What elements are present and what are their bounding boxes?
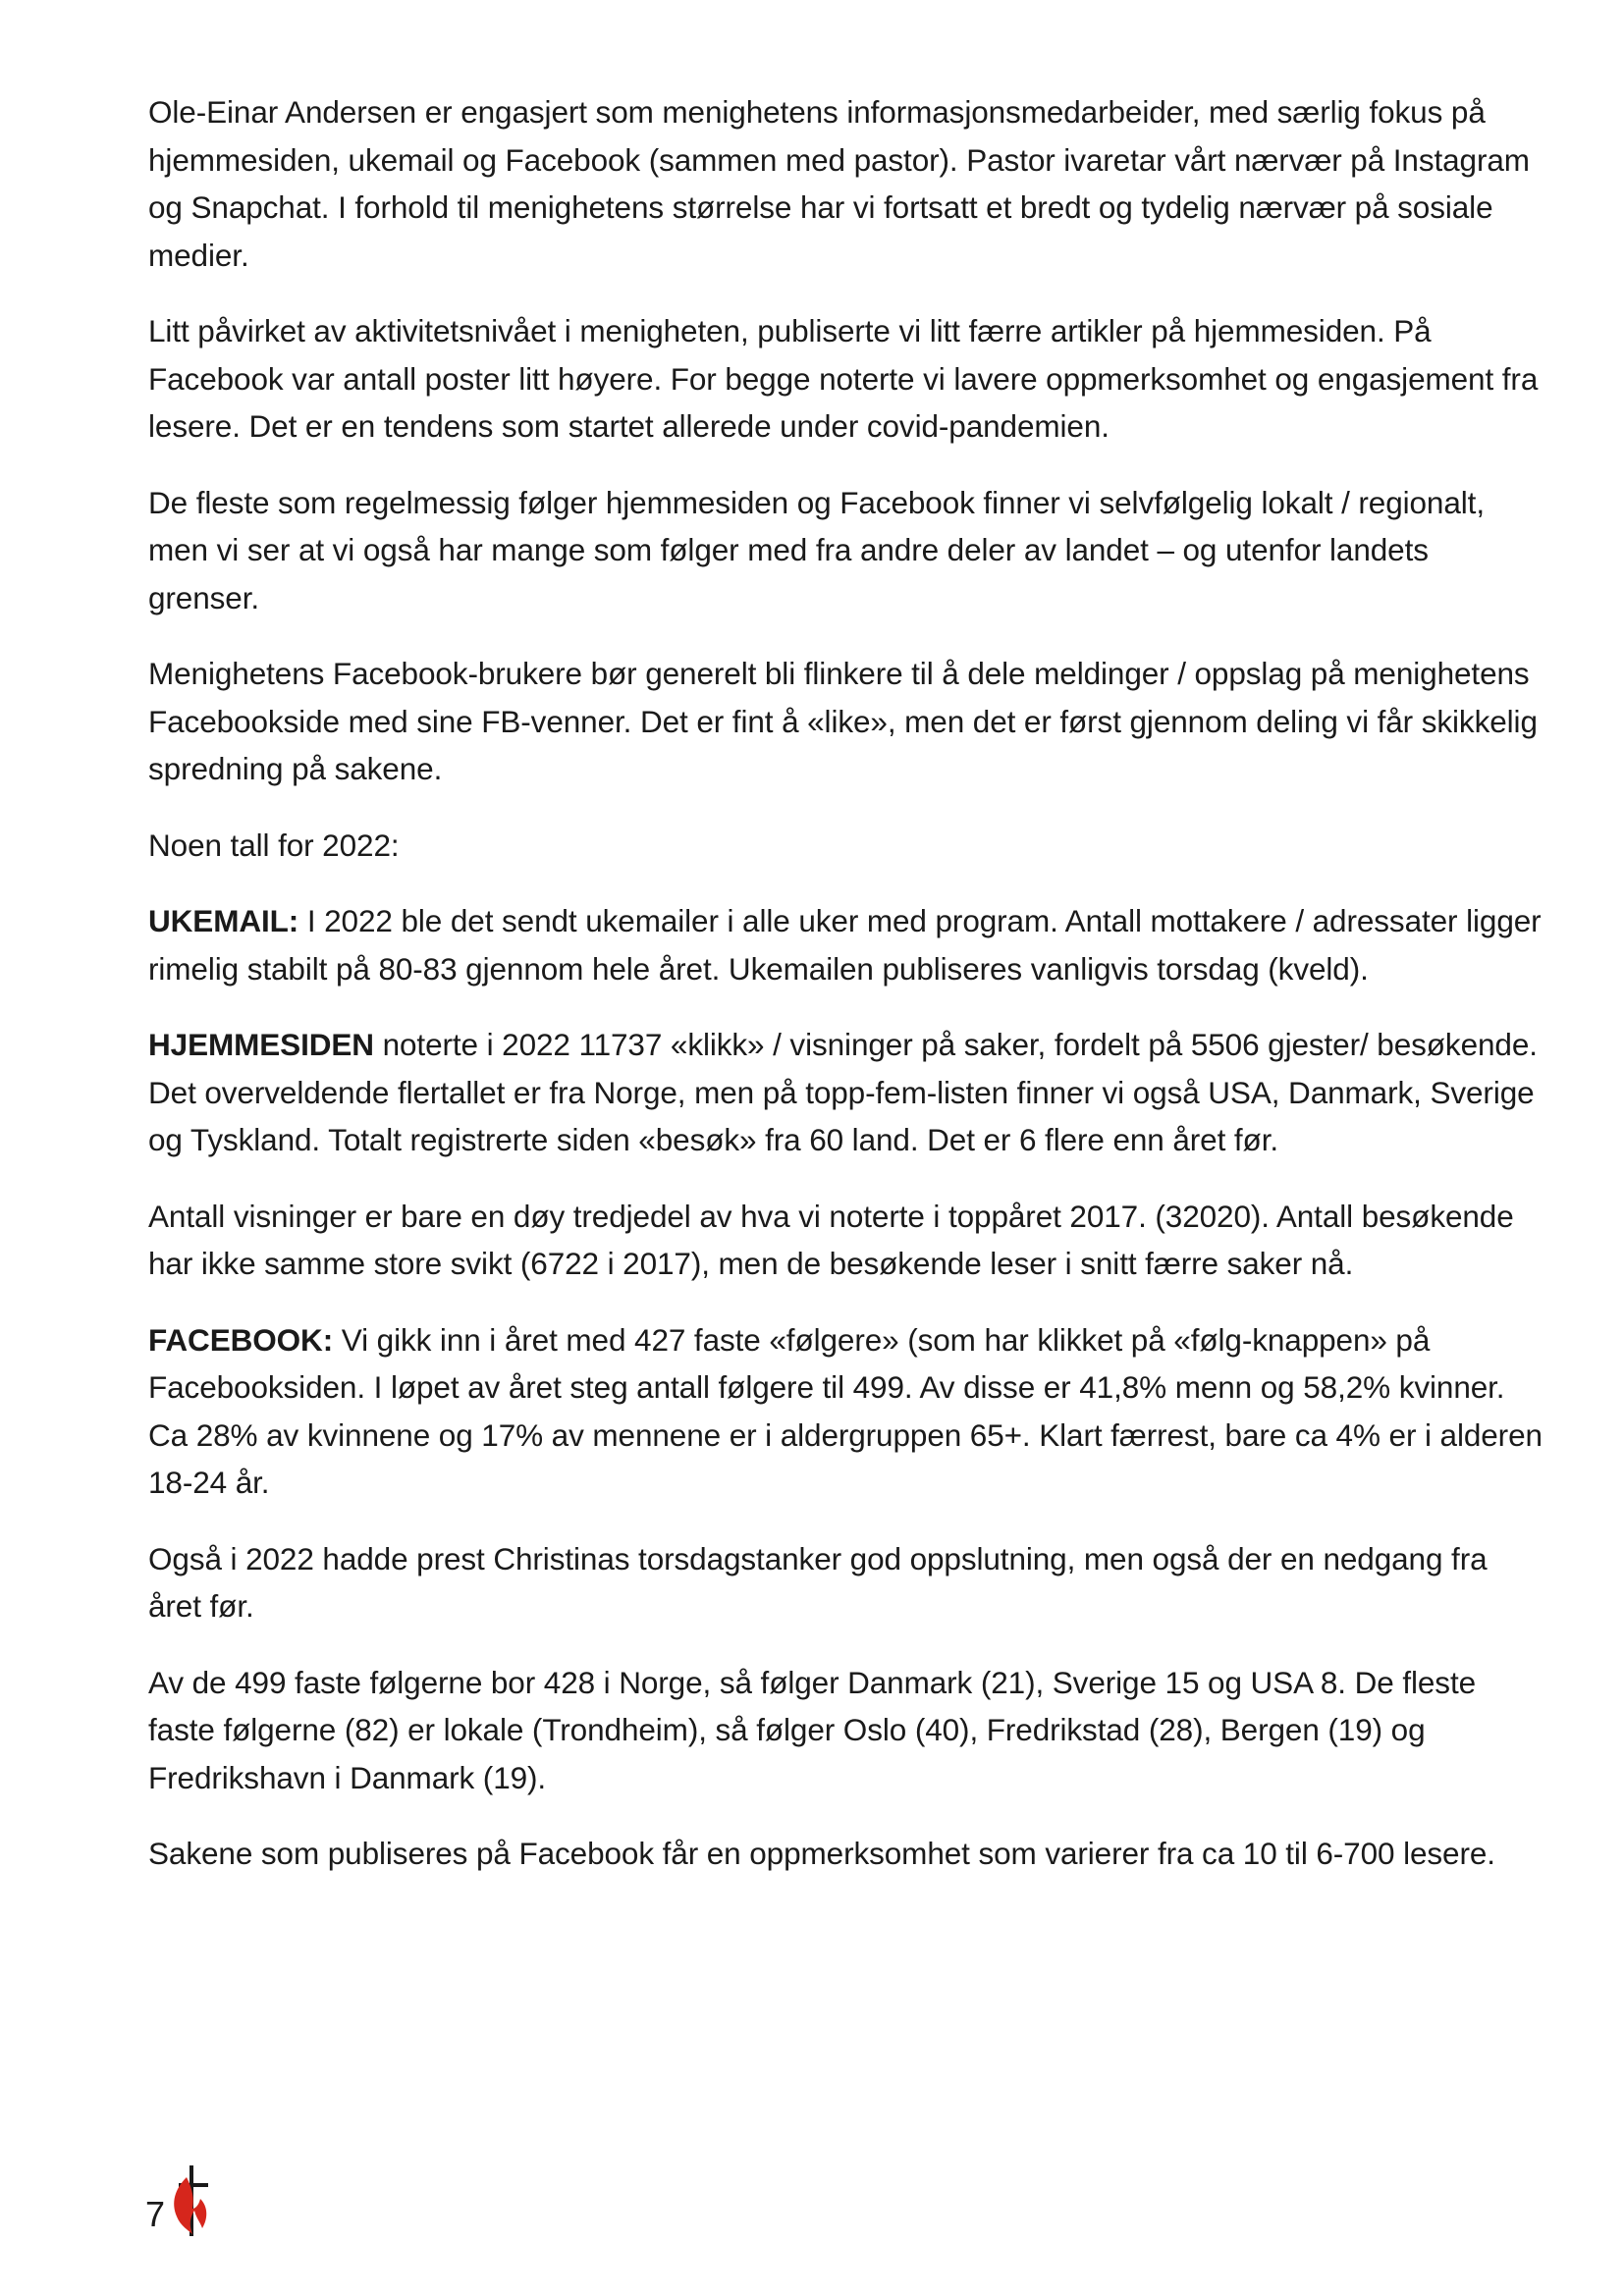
paragraph-text: De fleste som regelmessig følger hjemmesiden og Facebook finner vi selvfølgelig lokalt / regionalt, men vi ser at vi også har mange som følger med fra andre deler av landet – og utenfor landets grenser. [148, 484, 1485, 615]
paragraph-activity [148, 307, 1543, 451]
paragraph-text: I 2022 ble det sendt ukemailer i alle uker med program. Antall mottakere / adressater ligger rimelig stabilt på 80-83 gjennom hele året. Ukemailen publiseres vanligvis torsdag (kveld). [148, 903, 1542, 987]
paragraph-info-staff [148, 88, 1543, 279]
cross-and-flame-icon [169, 2163, 214, 2238]
paragraph-attention-range [148, 1830, 1543, 1878]
paragraph-text: Noen tall for 2022: [148, 827, 400, 863]
paragraph-follower-geography [148, 1659, 1543, 1802]
paragraph-sharing [148, 650, 1543, 793]
document-body [148, 88, 1543, 1906]
paragraph-text: Vi gikk inn i året med 427 faste «følgere» (som har klikket på «følg-knappen» på Facebooksiden. I løpet av året steg antall følgere til 499. Av disse er 41,8% menn og 58,2% kvinner. Ca 28% av kvinnene og 17% av mennene er i aldergruppen 65+. Klart færrest, bare ca 4% er i alderen 18-24 år. [148, 1321, 1543, 1500]
paragraph-torsdagstanker [148, 1535, 1543, 1630]
paragraph-text: Sakene som publiseres på Facebook får en oppmerksomhet som varierer fra ca 10 til 6-700 lesere. [148, 1836, 1495, 1871]
section-label-facebook: FACEBOOK: [148, 1321, 334, 1358]
paragraph-facebook [148, 1316, 1543, 1507]
paragraph-text: Litt påvirket av aktivitetsnivået i menigheten, publiserte vi litt færre artikler på hjemmesiden. På Facebook var antall poster litt høyere. For begge noterte vi lavere oppmerksomhet og engasjement fra lesere. Det er en tendens som startet allerede under covid-pandemien. [148, 313, 1539, 444]
paragraph-followers-location [148, 479, 1543, 622]
page-number: 7 [145, 2194, 166, 2234]
paragraph-text: Antall visninger er bare en døy tredjedel av hva vi noterte i toppåret 2017. (32020). Antall besøkende har ikke samme store svikt (6722 i 2017), men de besøkende leser i snitt færre saker nå. [148, 1198, 1514, 1281]
section-label-hjemmesiden: HJEMMESIDEN [148, 1027, 374, 1062]
paragraph-ukemail [148, 897, 1543, 992]
section-label-ukemail: UKEMAIL: [148, 903, 299, 938]
paragraph-text: Av de 499 faste følgerne bor 428 i Norge, så følger Danmark (21), Sverige 15 og USA 8. De fleste faste følgerne (82) er lokale (Trondheim), så følger Oslo (40), Fredrikstad (28), Bergen (19) og Fredrikshavn i Danmark (19). [148, 1664, 1477, 1795]
paragraph-text: Menighetens Facebook-brukere bør generelt bli flinkere til å dele meldinger / oppslag på menighetens Facebookside med sine FB-venner. Det er fint å «like», men det er først gjennom deling vi får skikkelig spredning på sakene. [148, 656, 1538, 786]
paragraph-text: Også i 2022 hadde prest Christinas torsdagstanker god oppslutning, men også der en nedgang fra året før. [148, 1540, 1488, 1624]
paragraph-numbers-intro [148, 822, 1543, 870]
paragraph-text: noterte i 2022 11737 «klikk» / visninger på saker, fordelt på 5506 gjester/ besøkende. Det overveldende flertallet er fra Norge, men på topp-fem-listen finner vi også USA, Danmark, Sverige og Tyskland. Totalt registrerte siden «besøk» fra 60 land. Det er 6 flere enn året før. [148, 1027, 1538, 1157]
paragraph-hjemmesiden [148, 1021, 1543, 1164]
paragraph-text: Ole-Einar Andersen er engasjert som menighetens informasjonsmedarbeider, med særlig fokus på hjemmesiden, ukemail og Facebook (sammen med pastor). Pastor ivaretar vårt nærvær på Instagram og Snapchat. I forhold til menighetens størrelse har vi fortsatt et bredt og tydelig nærvær på sosiale medier. [148, 94, 1530, 273]
paragraph-views-comparison [148, 1193, 1543, 1288]
page-footer [145, 2160, 214, 2238]
